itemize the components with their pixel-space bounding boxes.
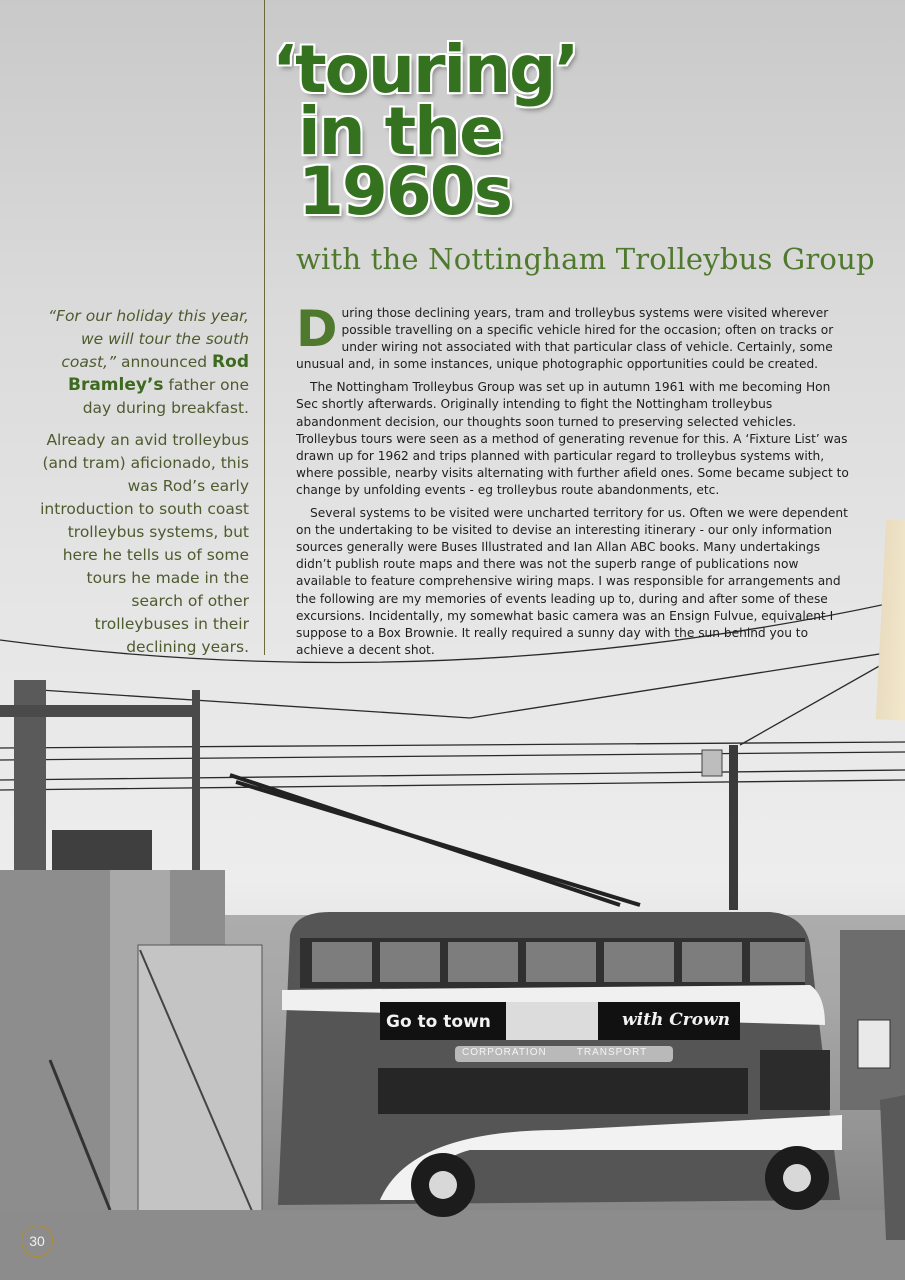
trolley-poles	[230, 775, 640, 905]
headline-line-3: 1960s	[298, 153, 511, 230]
body-paragraph-3	[296, 505, 856, 659]
road-surface	[0, 1210, 905, 1280]
headline-line-2: in the	[298, 93, 502, 170]
house-window	[858, 1020, 890, 1068]
utility-pole	[729, 745, 738, 910]
author-name: Rod Bramley’s	[67, 352, 249, 395]
article-body	[296, 300, 856, 665]
column-divider	[264, 0, 265, 655]
body-paragraph-3-narrow: my somewhat basic camera was an Ensign Fulvue, equivalent I suppose to a Box Brownie. It really required a sunny day with the sun behind you to achieve a decent shot.	[296, 608, 834, 657]
standfirst-quote: “For our holiday this year, we will tour the south coast,”	[48, 307, 249, 371]
standfirst-paragraph-1	[40, 305, 249, 420]
body-paragraph-1-text: uring those declining years, tram and trolleybus systems were visited wherever possible travelling on a specific vehicle hired for the occasion; often on tracks or under wiring not associated with that particular class of vehicle. Certainly, some unusual and, in some instances, unique photographic opportunities could be created.	[296, 306, 834, 372]
advert-right-text: with Crown	[622, 1010, 731, 1030]
standfirst-announced: announced	[116, 353, 213, 371]
corporation-transport-panel: CORPORATION TRANSPORT	[462, 1047, 648, 1058]
industrial-gantry	[0, 680, 262, 1230]
advert-left-text: Go to town	[386, 1012, 491, 1032]
subtitle: with the Nottingham Trolleybus Group	[296, 242, 875, 276]
standfirst-paragraph-2: Already an avid trolleybus (and tram) aficionado, this was Rod’s early introduction to south coast trolleybus systems, but here he tells us of some tours he made in the search of other trolleybuses in their declining years.	[40, 431, 249, 656]
headline	[272, 31, 692, 230]
page-number: 30	[21, 1225, 53, 1257]
body-paragraph-3-text: Several systems to be visited were uncharted territory for us. Often we were dependent on the undertaking to be visited to devise an interesting itinerary - our only information sources generally were Buses Illustrated and Ian Allan ABC books. Many undertakings didn’t publish route maps and there was not the superb range of publications now available to feature comprehensive wiring maps. I was responsible for arrangements and the following are my memories of events leading up to, during and after some of these excursions. Incidentally,	[296, 506, 848, 623]
standfirst-rest: father one day during breakfast.	[82, 376, 249, 417]
body-paragraph-1	[296, 300, 856, 373]
headline-line-1: ‘touring’	[272, 31, 578, 108]
trolleybus	[278, 912, 842, 1217]
standfirst	[40, 305, 249, 668]
street-lamp	[702, 750, 722, 776]
drop-cap: D	[296, 300, 338, 358]
body-paragraph-2: The Nottingham Trolleybus Group was set up in autumn 1961 with me becoming Hon Sec shortly afterwards. Originally intending to fight the Nottingham trolleybus abandonment decision, our thoughts soon turned to preserving selected vehicles. Trolleybus tours were seen as a method of generating revenue for this. A ‘Fixture List’ was drawn up for 1962 and trips planned with particular regard to trolleybus systems with, where possible, nearby visits alternating with further afield ones. Some became subject to change by unfolding events - eg trolleybus route abandonments, etc.	[296, 380, 849, 497]
